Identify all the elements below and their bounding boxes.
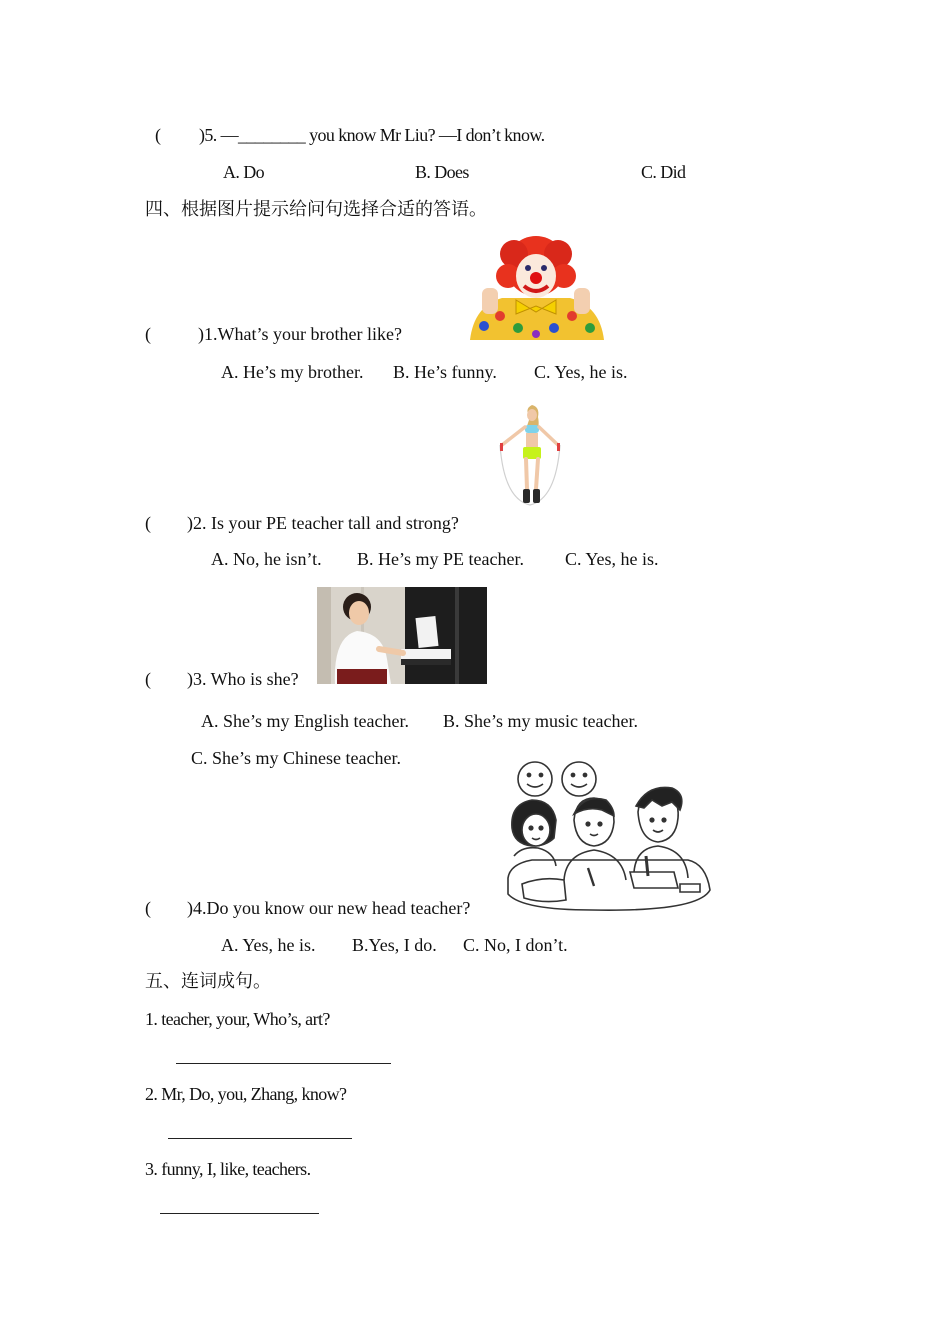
q5-option-a: A. Do — [223, 162, 264, 182]
s4-q4-option-c: C. No, I don’t. — [463, 935, 568, 955]
s4-q3-option-b: B. She’s my music teacher. — [443, 711, 638, 731]
s4-q1-option-b: B. He’s funny. — [393, 362, 497, 382]
clown-illustration — [462, 236, 610, 340]
q5-question: )5. —________ you know Mr Liu? —I don’t know. — [199, 125, 545, 145]
s4-q1-option-a: A. He’s my brother. — [221, 362, 364, 382]
s4-q1-option-c: C. Yes, he is. — [534, 362, 628, 382]
s5-answer-line-2[interactable] — [168, 1138, 352, 1139]
children-drawing-picture — [502, 760, 714, 914]
s5-item-1: 1. teacher, your, Who’s, art? — [145, 1009, 330, 1029]
s4-q2-option-b: B. He’s my PE teacher. — [357, 549, 524, 569]
jump-rope-illustration — [494, 403, 566, 511]
s4-q4-question: )4.Do you know our new head teacher? — [187, 898, 471, 918]
s4-q2-option-c: C. Yes, he is. — [565, 549, 659, 569]
s4-q1-question: )1.What’s your brother like? — [198, 324, 402, 344]
s4-q2-option-a: A. No, he isn’t. — [211, 549, 322, 569]
s4-q4-option-a: A. Yes, he is. — [221, 935, 316, 955]
s4-q1-paren: ( — [145, 324, 151, 344]
piano-teacher-illustration — [317, 587, 487, 684]
s4-q3-question: )3. Who is she? — [187, 669, 299, 689]
s5-item-3: 3. funny, I, like, teachers. — [145, 1159, 311, 1179]
jump-rope-picture — [494, 403, 566, 511]
s5-answer-line-1[interactable] — [176, 1063, 391, 1064]
s4-q3-paren: ( — [145, 669, 151, 689]
section5-heading: 五、连词成句。 — [145, 971, 271, 991]
s5-answer-line-3[interactable] — [160, 1213, 319, 1214]
s4-q4-paren: ( — [145, 898, 151, 918]
s4-q2-paren: ( — [145, 513, 151, 533]
s4-q4-option-b: B.Yes, I do. — [352, 935, 437, 955]
q5-option-c: C. Did — [641, 162, 686, 182]
q5-option-b: B. Does — [415, 162, 469, 182]
q5-paren: ( — [155, 125, 161, 145]
piano-teacher-photo — [317, 587, 487, 684]
clown-picture — [462, 236, 610, 340]
s5-item-2: 2. Mr, Do, you, Zhang, know? — [145, 1084, 347, 1104]
s4-q3-option-a: A. She’s my English teacher. — [201, 711, 409, 731]
section4-heading: 四、根据图片提示给问句选择合适的答语。 — [145, 199, 487, 219]
s4-q2-question: )2. Is your PE teacher tall and strong? — [187, 513, 459, 533]
s4-q3-option-c: C. She’s my Chinese teacher. — [191, 748, 401, 768]
children-drawing-illustration — [502, 760, 714, 914]
